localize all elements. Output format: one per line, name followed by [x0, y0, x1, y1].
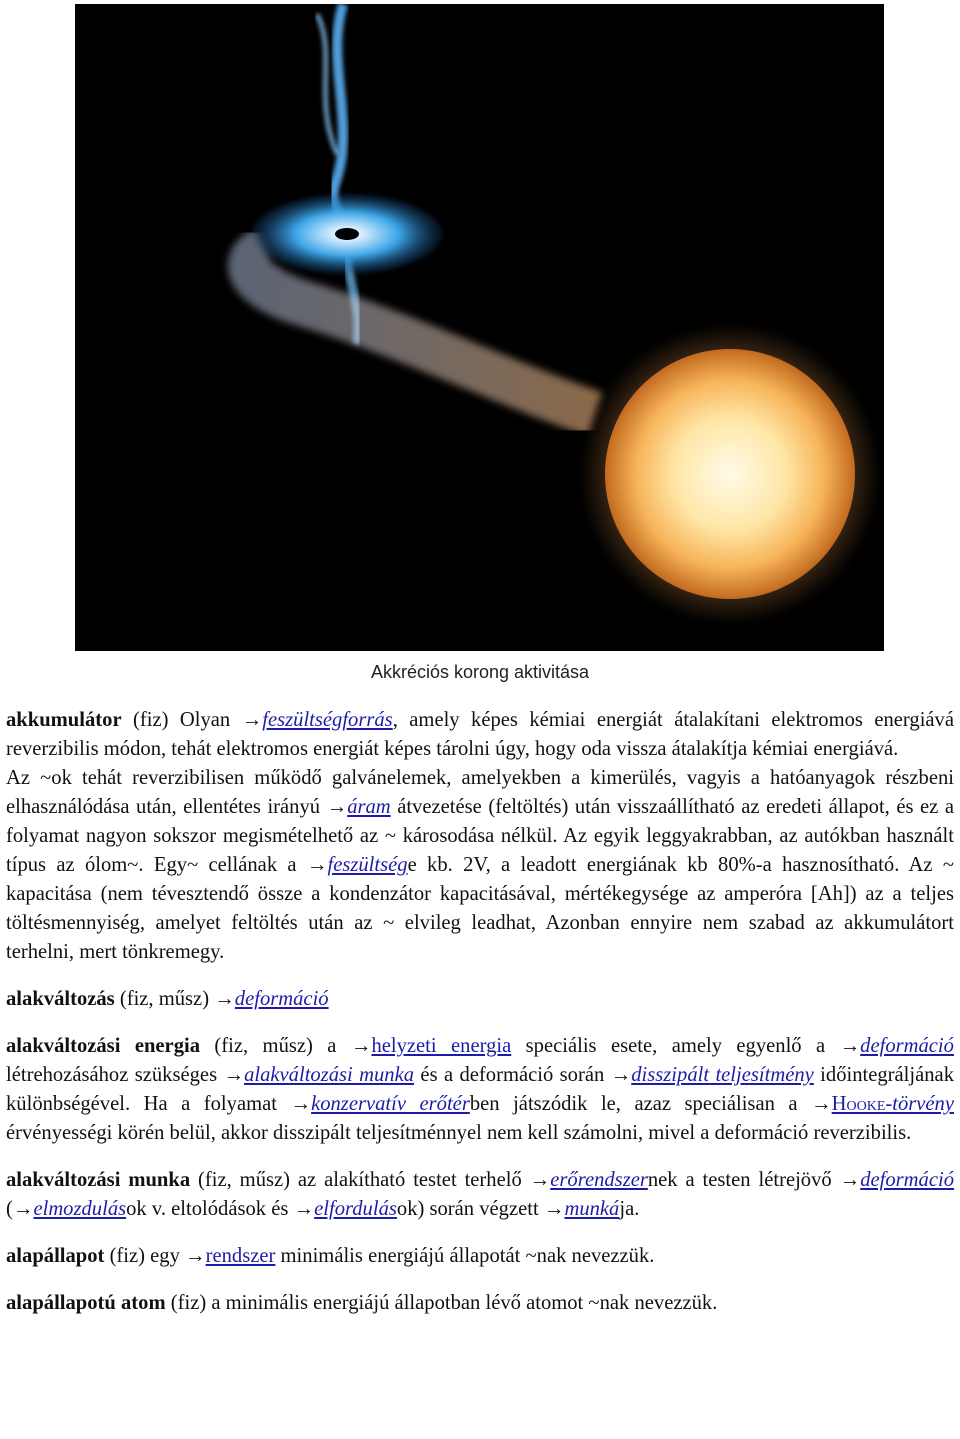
arrow-icon: → — [290, 1093, 312, 1115]
entry-text: ok v. eltolódások és — [126, 1198, 294, 1220]
entry-text: , amely képes kémiai energiát átalakítani elektromos energiává reverzibilis módon, tehát elektromos energiát képes tárolni úgy, hogy oda vissza átalakítja kémiai energiává. — [6, 709, 954, 760]
arrow-icon: → — [839, 1169, 861, 1191]
arrow-icon: → — [839, 1035, 861, 1057]
arrow-icon: → — [223, 1064, 245, 1086]
reference-link[interactable]: munká — [564, 1198, 620, 1220]
cross-reference[interactable] — [351, 1035, 511, 1057]
entry-text: speciális esete, amely egyenlő a — [511, 1035, 840, 1057]
cross-reference[interactable] — [185, 1245, 275, 1267]
reference-link[interactable]: feszültségforrás — [262, 709, 393, 731]
arrow-icon: → — [610, 1064, 632, 1086]
reference-link[interactable]: deformáció — [860, 1035, 954, 1057]
arrow-icon: → — [214, 988, 235, 1010]
entry-term: alakváltozási munka — [6, 1169, 191, 1191]
entry-paragraph — [6, 985, 954, 1014]
arrow-icon: → — [350, 1035, 372, 1057]
cross-reference[interactable] — [214, 988, 328, 1010]
cross-reference[interactable] — [530, 1169, 648, 1191]
arrow-icon: → — [12, 1198, 34, 1220]
entry-paragraph — [6, 1289, 954, 1318]
entry-text: (fiz) Olyan — [121, 709, 242, 731]
arrow-icon: → — [241, 709, 263, 731]
glossary-entry — [6, 1032, 954, 1148]
cross-reference[interactable] — [327, 796, 391, 818]
reference-link[interactable] — [832, 1093, 954, 1115]
cross-reference[interactable] — [840, 1169, 954, 1191]
entry-term: alakváltozási energia — [6, 1035, 201, 1057]
arrow-icon: → — [306, 854, 328, 876]
cross-reference[interactable] — [307, 854, 408, 876]
entry-text: ( — [6, 1198, 13, 1220]
entry-term: alapállapotú atom — [6, 1292, 166, 1314]
entry-paragraph — [6, 706, 954, 764]
entry-text: e kb. 2V, a leadott energiának kb 80%-a hasznosítható. Az ~ kapacitása (nem tévesztendő össze a kondenzátor kapacitásával, mértékegysége az amperóra [Ah]) az a teljes töltésmennyiség, amelyet feltöltés után az ~ elvileg leadhat, Azonban ennyire nem szabad az akkumulátort terhelni, mert tönkremegy. — [6, 854, 954, 963]
entry-text: és a deformáció során — [414, 1064, 611, 1086]
entry-term: alapállapot — [6, 1245, 105, 1267]
glossary-entry — [6, 706, 954, 967]
cross-reference[interactable] — [840, 1035, 954, 1057]
entry-text: átvezetése (feltöltés) után visszaállítható az eredeti állapot, és ez a folyamat nagyon sokszor megismételhető az ~ károsodása nélkül. Az egyik leggyakrabban, az autókban használt típus az ólom~. Egy~ cellának a — [6, 796, 954, 876]
entry-text: ja. — [619, 1198, 640, 1220]
entry-term: akkumulátor — [6, 709, 122, 731]
glossary-entry — [6, 1242, 954, 1271]
entry-text: (fiz) egy — [104, 1245, 186, 1267]
entry-paragraph — [6, 1032, 954, 1148]
cross-reference[interactable] — [811, 1093, 954, 1115]
entry-text: létrehozásához szükséges — [6, 1064, 224, 1086]
cross-reference[interactable] — [611, 1064, 814, 1086]
reference-link[interactable]: elmozdulás — [33, 1198, 127, 1220]
entry-text: minimális energiájú állapotát ~nak nevezzük. — [275, 1245, 655, 1267]
reference-link[interactable]: konzervatív erőtér — [311, 1093, 470, 1115]
arrow-icon: → — [293, 1198, 315, 1220]
reference-link[interactable]: alakváltozási munka — [244, 1064, 415, 1086]
reference-link[interactable]: elfordulás — [314, 1198, 397, 1220]
entry-text: (fiz, műsz) — [114, 988, 215, 1010]
entry-term: alakváltozás — [6, 988, 115, 1010]
reference-link[interactable]: disszipált teljesítmény — [631, 1064, 814, 1086]
reference-link[interactable]: rendszer — [205, 1245, 276, 1267]
reference-name: Hooke — [831, 1093, 886, 1115]
entry-text: (fiz, műsz) a — [200, 1035, 351, 1057]
reference-link[interactable]: áram — [347, 796, 391, 818]
entry-text: Az ~ok tehát reverzibilisen működő galvánelemek, amelyekben a kimerülés, vagyis a hatóanyagok részbeni elhasználódása után, ellentétes irányú — [6, 767, 954, 818]
reference-link[interactable]: deformáció — [234, 988, 329, 1010]
entry-paragraph — [6, 1242, 954, 1271]
entry-text: ben játszódik le, azaz speciálisan a — [469, 1093, 812, 1115]
figure-caption: Akkréciós korong aktivitása — [370, 662, 590, 682]
arrow-icon: → — [811, 1093, 832, 1115]
arrow-icon: → — [326, 796, 348, 818]
reference-suffix: -törvény — [885, 1093, 954, 1115]
cross-reference[interactable] — [223, 1064, 414, 1086]
arrow-icon: → — [543, 1198, 565, 1220]
entry-text: (fiz, műsz) az alakítható testet terhelő — [190, 1169, 530, 1191]
entry-text: ok) során végzett — [396, 1198, 544, 1220]
entry-text: időintegráljának különbségével. Ha a folyamat — [6, 1064, 954, 1115]
arrow-icon: → — [185, 1245, 206, 1267]
companion-star — [605, 349, 855, 599]
glossary-entries — [6, 706, 954, 1318]
glossary-entry — [6, 985, 954, 1014]
reference-link[interactable]: helyzeti energia — [371, 1035, 512, 1057]
cross-reference[interactable] — [294, 1198, 397, 1220]
reference-link[interactable]: feszültség — [327, 854, 408, 876]
glossary-entry — [6, 1289, 954, 1318]
glossary-entry — [6, 1166, 954, 1224]
cross-reference[interactable] — [13, 1198, 126, 1220]
accretion-disk-image — [75, 4, 884, 651]
entry-text: (fiz) a minimális energiájú állapotban lévő atomot ~nak nevezzük. — [165, 1292, 718, 1314]
entry-text: érvényességi körén belül, akkor disszipált teljesítménnyel nem kell számolni, mivel a deformáció reverzibilis. — [6, 1122, 912, 1144]
reference-link[interactable]: erőrendszer — [550, 1169, 648, 1191]
entry-text: nek a testen létrejövő — [647, 1169, 840, 1191]
cross-reference[interactable] — [544, 1198, 620, 1220]
cross-reference[interactable] — [290, 1093, 469, 1115]
entry-paragraph — [6, 764, 954, 967]
arrow-icon: → — [529, 1169, 551, 1191]
entry-paragraph — [6, 1166, 954, 1224]
reference-link[interactable]: deformáció — [860, 1169, 955, 1191]
cross-reference[interactable] — [242, 709, 393, 731]
